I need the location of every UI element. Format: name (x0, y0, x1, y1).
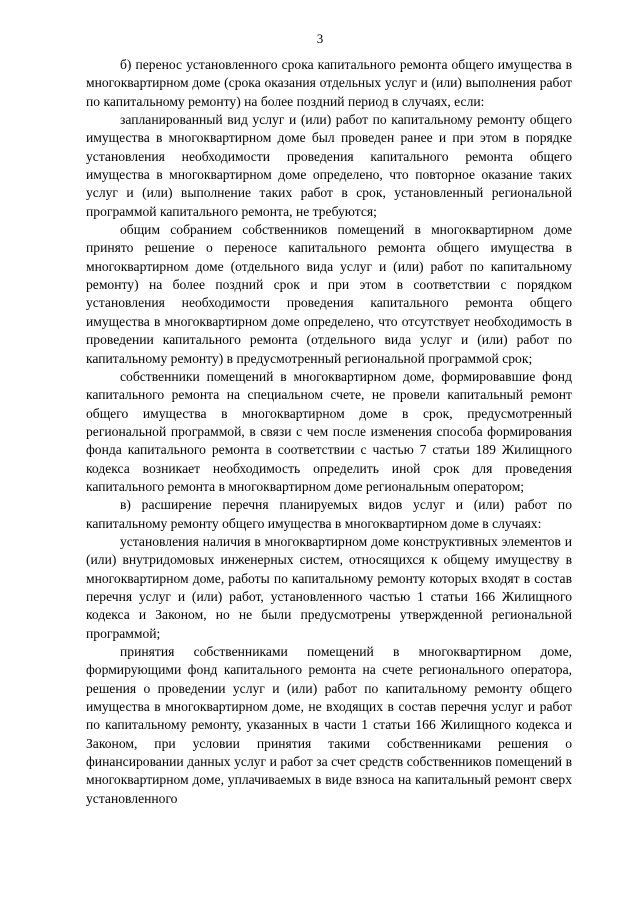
paragraph: принятия собственниками помещений в многоквартирном доме, формирующими фонд капитального ремонта на счете регионального оператора, решения о проведении услуг и (или) работ по капитальному ремонту общего имущества в многоквартирном доме, не входящих в состав перечня услуг и работ по капитальному ремонту, указанных в части 1 статьи 166 Жилищного кодекса и Законом, при условии принятия такими собственниками решения о финансировании данных услуг и работ за счет средств собственников помещений в многоквартирном доме, уплачиваемых в виде взноса на капитальный ремонт сверх установленного (86, 644, 572, 806)
paragraph: установления наличия в многоквартирном доме конструктивных элементов и (или) внутридомовых инженерных систем, относящихся к общему имуществу в многоквартирном доме, работы по капитальному ремонту которых входят в состав перечня услуг и (или) работ, установленного частью 1 статьи 166 Жилищного кодекса и Законом, но не были предусмотрены утвержденной региональной программой; (86, 533, 572, 641)
paragraph: в) расширение перечня планируемых видов услуг и (или) работ по капитальному ремонту общего имущества в многоквартирном доме в случаях: (86, 497, 572, 531)
paragraph: общим собранием собственников помещений в многоквартирном доме принято решение о переносе капитального ремонта общего имущества в многоквартирном доме (отдельного вида услуг и (или) работ по капитальному ремонту) на более поздний срок и при этом в соответствии с порядком установления необходимости проведения капитального ремонта общего имущества в многоквартирном доме определено, что отсутствует необходимость в проведении капитального ремонта (отдельного вида услуг и (или) работ по капитальному ремонту) в предусмотренный региональной программой срок; (86, 222, 572, 366)
document-body (86, 56, 572, 808)
paragraph: собственники помещений в многоквартирном доме, формировавшие фонд капитального ремонта на специальном счете, не провели капитальный ремонт общего имущества в многоквартирном доме в срок, предусмотренный региональной программой, в связи с чем после изменения способа формирования фонда капитального ремонта в соответствии с частью 7 статьи 189 Жилищного кодекса возникает необходимость определить иной срок для проведения капитального ремонта в многоквартирном доме региональным оператором; (86, 368, 572, 494)
page-number: 3 (316, 31, 324, 46)
paragraph: запланированный вид услуг и (или) работ по капитальному ремонту общего имущества в многоквартирном доме был проведен ранее и при этом в порядке установления необходимости проведения капитального ремонта общего имущества в многоквартирном доме определено, что повторное оказание таких услуг и (или) выполнение таких работ в срок, установленный региональной программой капитального ремонта, не требуются; (86, 112, 572, 219)
paragraph: б) перенос установленного срока капитального ремонта общего имущества в многоквартирном доме (срока оказания отдельных услуг и (или) выполнения работ по капитальному ремонту) на более поздний период в случаях, если: (86, 57, 572, 109)
